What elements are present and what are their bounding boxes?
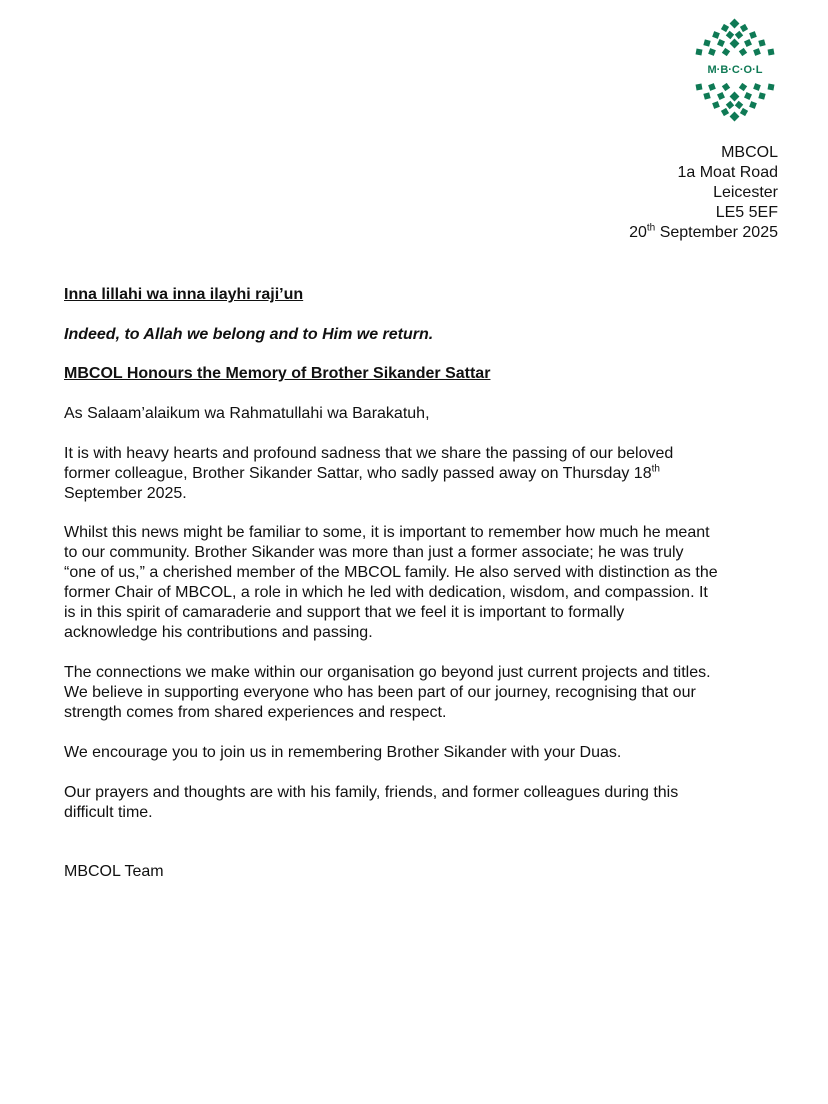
p4-line-1: We encourage you to join us in remembering Brother Sikander with your Duas. xyxy=(64,744,622,761)
p1-line-3: September 2025. xyxy=(64,485,187,502)
greeting: As Salaam’alaikum wa Rahmatullahi wa Barakatuh, xyxy=(64,405,430,422)
p1-line-2 xyxy=(64,464,660,484)
p5-line-1: Our prayers and thoughts are with his family, friends, and former colleagues during this xyxy=(64,784,679,801)
p2-line-3: “one of us,” a cherished member of the MBCOL family. He also served with distinction as the xyxy=(64,564,718,581)
p3-line-1: The connections we make within our organisation go beyond just current projects and titles. xyxy=(64,664,711,681)
date-day: 20 xyxy=(629,224,647,241)
p3-line-3: strength comes from shared experiences and respect. xyxy=(64,704,447,721)
date-rest: September 2025 xyxy=(655,224,778,241)
logo-petals-bottom xyxy=(696,83,775,122)
p2-line-2: to our community. Brother Sikander was more than just a former associate; he was truly xyxy=(64,544,684,561)
address-org: MBCOL xyxy=(721,144,778,161)
mbcol-logo xyxy=(688,18,782,122)
translation-line: Indeed, to Allah we belong and to Him we return. xyxy=(64,326,434,343)
address-street: 1a Moat Road xyxy=(677,164,778,181)
arabic-phrase-heading: Inna lillahi wa inna ilayhi raji’un xyxy=(64,286,304,303)
logo-text: M·B·C·O·L xyxy=(707,64,763,76)
p1-line-1: It is with heavy hearts and profound sadness that we share the passing of our beloved xyxy=(64,445,674,462)
address-city: Leicester xyxy=(713,184,778,201)
logo-petals-top xyxy=(696,19,775,57)
letter-title: MBCOL Honours the Memory of Brother Sikander Sattar xyxy=(64,365,491,382)
p3-line-2: We believe in supporting everyone who has been part of our journey, recognising that our xyxy=(64,684,696,701)
p2-line-1: Whilst this news might be familiar to some, it is important to remember how much he meant xyxy=(64,524,710,541)
p5-line-2: difficult time. xyxy=(64,804,153,821)
p2-line-6: acknowledge his contributions and passing. xyxy=(64,624,373,641)
p1-ordinal-suffix: th xyxy=(651,463,660,475)
p2-line-4: former Chair of MBCOL, a role in which he led with dedication, wisdom, and compassion. It xyxy=(64,584,708,601)
p1-line-2-text: former colleague, Brother Sikander Sattar, who sadly passed away on Thursday 18 xyxy=(64,465,652,482)
date-suffix: th xyxy=(646,222,656,234)
letter-date xyxy=(629,223,778,243)
p2-line-5: is in this spirit of camaraderie and support that we feel it is important to formally xyxy=(64,604,625,621)
address-postcode: LE5 5EF xyxy=(715,204,778,221)
signoff: MBCOL Team xyxy=(64,863,164,880)
